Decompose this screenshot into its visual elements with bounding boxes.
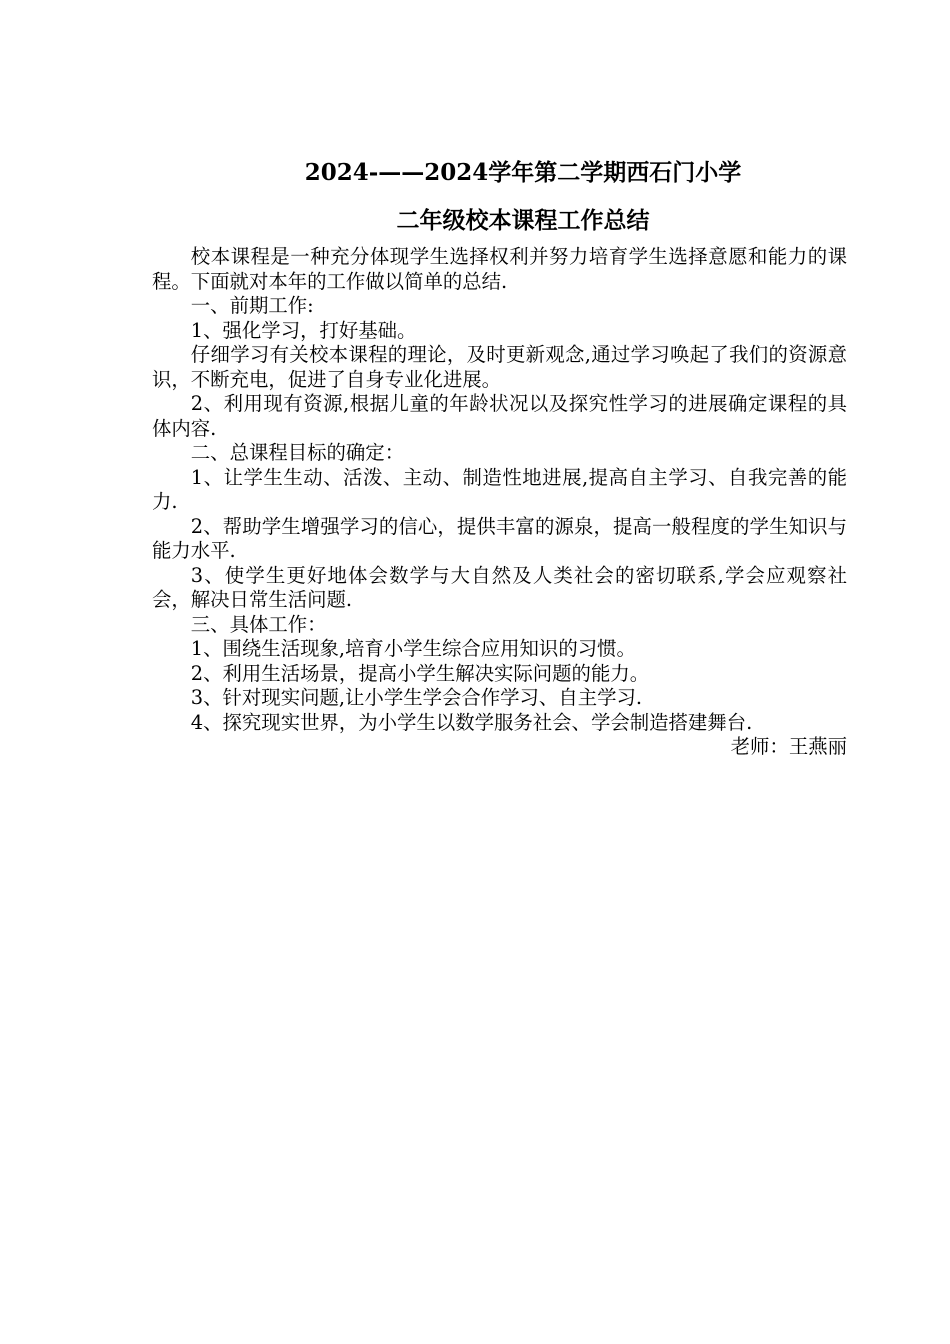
list-item: 4、探究现实世界，为小学生以数学服务社会、学会制造搭建舞台. (190, 710, 753, 734)
paragraph-intro: 校本课程是一种充分体现学生选择权利并努力培育学生选择意愿和能力的课程。下面就对本年的工作做以简单的总结. (152, 245, 847, 293)
list-item: 2、利用现有资源,根据儿童的年龄状况以及探究性学习的进展确定课程的具体内容. (152, 392, 847, 440)
section-heading-course-goals: 二、总课程目标的确定： (190, 441, 405, 464)
list-item: 3、使学生更好地体会数学与大自然及人类社会的密切联系,学会应观察社会，解决日常生活问题. (152, 563, 847, 611)
document-body (152, 245, 847, 760)
list-item: 1、强化学习，打好基础。 (190, 318, 417, 342)
document-title-line-2: 二年级校本课程工作总结 (396, 207, 650, 234)
section-heading-specific-work: 三、具体工作： (190, 612, 327, 636)
signature: 老师：王燕丽 (730, 735, 847, 758)
document-title-line-1: 2024-——2024学年第二学期西石门小学 (304, 159, 742, 186)
list-item: 3、针对现实问题,让小学生学会合作学习、自主学习. (190, 686, 643, 709)
section-heading-preliminary-work: 一、前期工作: (190, 294, 314, 317)
paragraph-study: 仔细学习有关校本课程的理论，及时更新观念,通过学习唤起了我们的资源意识，不断充电，促进了自身专业化进展。 (152, 343, 847, 391)
list-item: 2、帮助学生增强学习的信心，提供丰富的源泉，提高一般程度的学生知识与能力水平. (152, 514, 847, 562)
list-item: 1、让学生生动、活泼、主动、制造性地进展,提高自主学习、自我完善的能力. (152, 465, 847, 513)
list-item: 2、利用生活场景，提高小学生解决实际问题的能力。 (190, 661, 650, 685)
list-item: 1、围绕生活现象,培育小学生综合应用知识的习惯。 (190, 637, 636, 660)
